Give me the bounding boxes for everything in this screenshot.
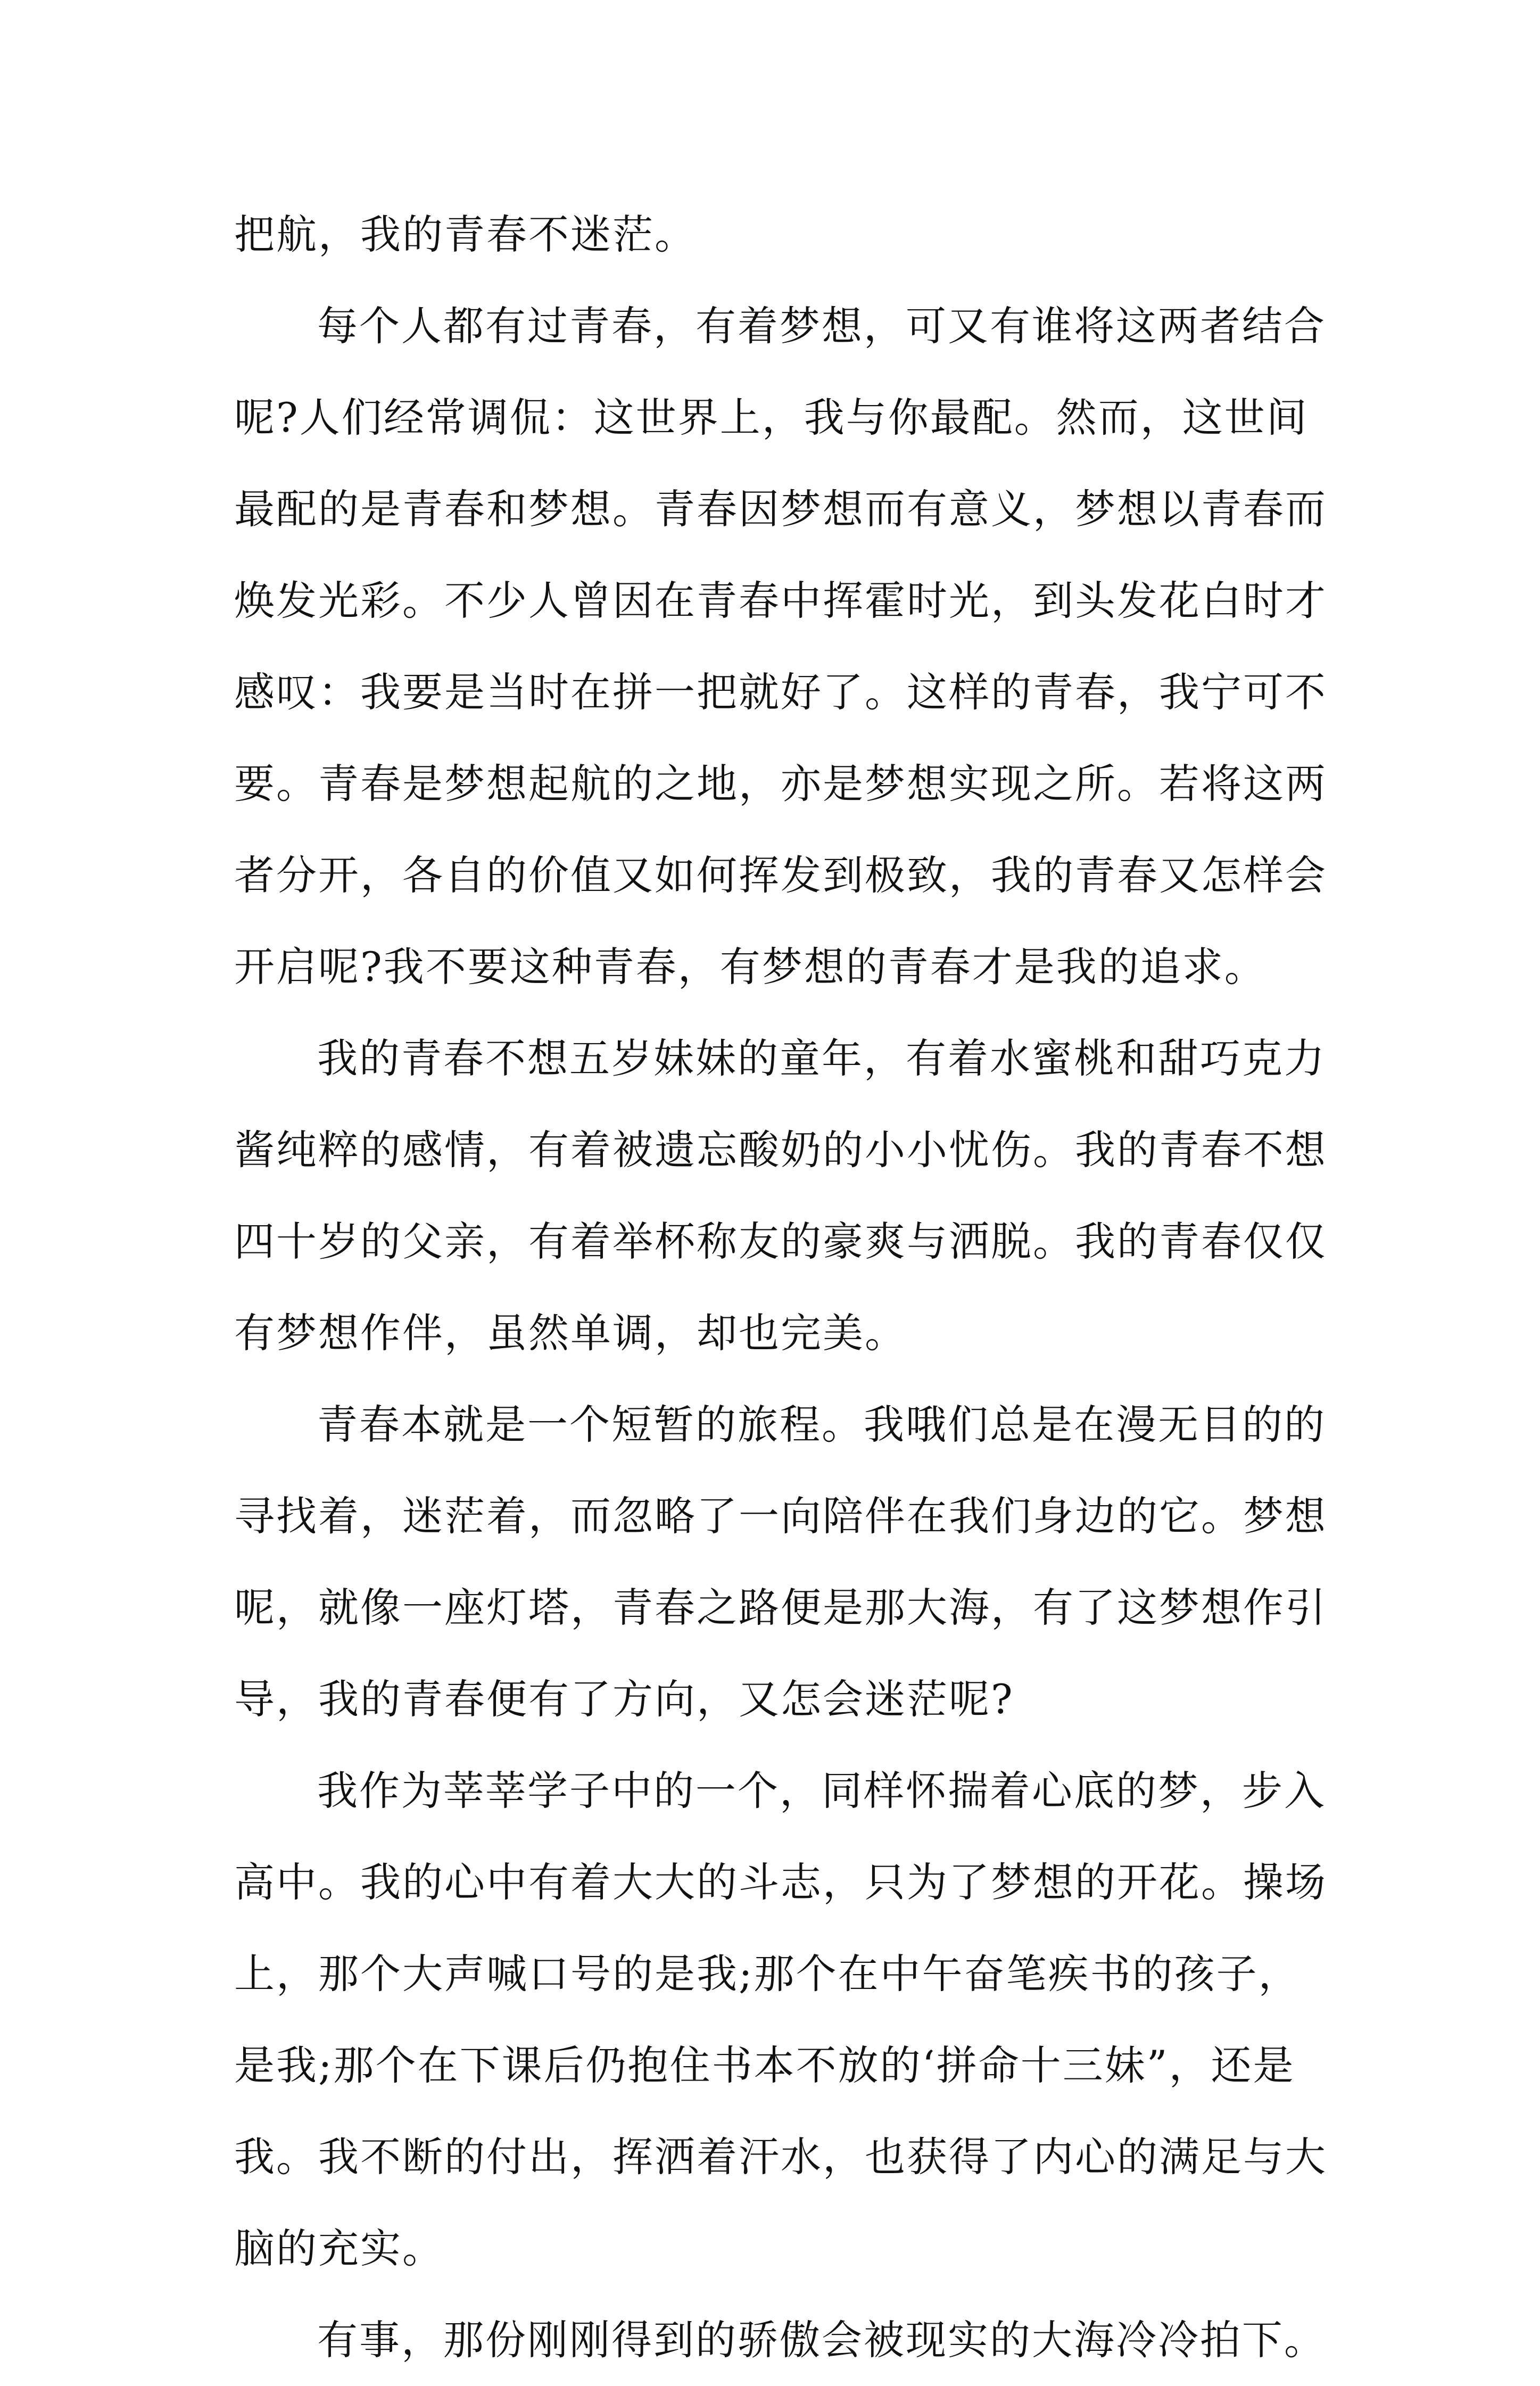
paragraph-start-line: 我的青春不想五岁妹妹的童年，有着水蜜桃和甜巧克力 [317, 1035, 1326, 1082]
paragraph-start-line: 我作为莘莘学子中的一个，同样怀揣着心底的梦，步入 [317, 1767, 1326, 1814]
text-line: 呢?人们经常调侃：这世界上，我与你最配。然而，这世间 [234, 394, 1309, 441]
text-line: 开启呢?我不要这种青春，有梦想的青春才是我的追求。 [234, 943, 1266, 990]
text-line: 最配的是青春和梦想。青春因梦想而有意义，梦想以青春而 [234, 485, 1327, 533]
text-line: 导，我的青春便有了方向，又怎会迷茫呢? [234, 1675, 1014, 1723]
paragraph-start-line: 每个人都有过青春，有着梦想，可又有谁将这两者结合 [317, 302, 1326, 350]
text-line: 感叹：我要是当时在拼一把就好了。这样的青春，我宁可不 [234, 668, 1327, 716]
text-line: 高中。我的心中有着大大的斗志，只为了梦想的开花。操场 [234, 1859, 1327, 1906]
text-line: 酱纯粹的感情，有着被遗忘酸奶的小小忧伤。我的青春不想 [234, 1126, 1327, 1174]
text-line: 焕发光彩。不少人曾因在青春中挥霍时光，到头发花白时才 [234, 577, 1327, 624]
text-line: 脑的充实。 [234, 2225, 444, 2272]
text-line: 有梦想作伴，虽然单调，却也完美。 [234, 1309, 907, 1357]
text-line: 要。青春是梦想起航的之地，亦是梦想实现之所。若将这两 [234, 760, 1327, 807]
text-line: 者分开，各自的价值又如何挥发到极致，我的青春又怎样会 [234, 852, 1327, 899]
text-line: 呢，就像一座灯塔，青春之路便是那大海，有了这梦想作引 [234, 1584, 1327, 1631]
paragraph-start-line: 青春本就是一个短暂的旅程。我哦们总是在漫无目的的 [317, 1401, 1326, 1448]
essay-body [234, 189, 1341, 2386]
paragraph-start-line: 有事，那份刚刚得到的骄傲会被现实的大海冷冷拍下。 [317, 2316, 1326, 2364]
text-line: 我。我不断的付出，挥洒着汗水，也获得了内心的满足与大 [234, 2133, 1327, 2181]
text-line: 寻找着，迷茫着，而忽略了一向陪伴在我们身边的它。梦想 [234, 1492, 1327, 1540]
text-line: 是我;那个在下课后仍抱住书本不放的‘拼命十三妹”，还是 [234, 2042, 1295, 2089]
text-line: 上，那个大声喊口号的是我;那个在中午奋笔疾书的孩子， [234, 1950, 1301, 1997]
text-line: 四十岁的父亲，有着举杯称友的豪爽与洒脱。我的青春仅仅 [234, 1218, 1327, 1265]
text-line: 把航，我的青春不迷茫。 [234, 211, 697, 258]
